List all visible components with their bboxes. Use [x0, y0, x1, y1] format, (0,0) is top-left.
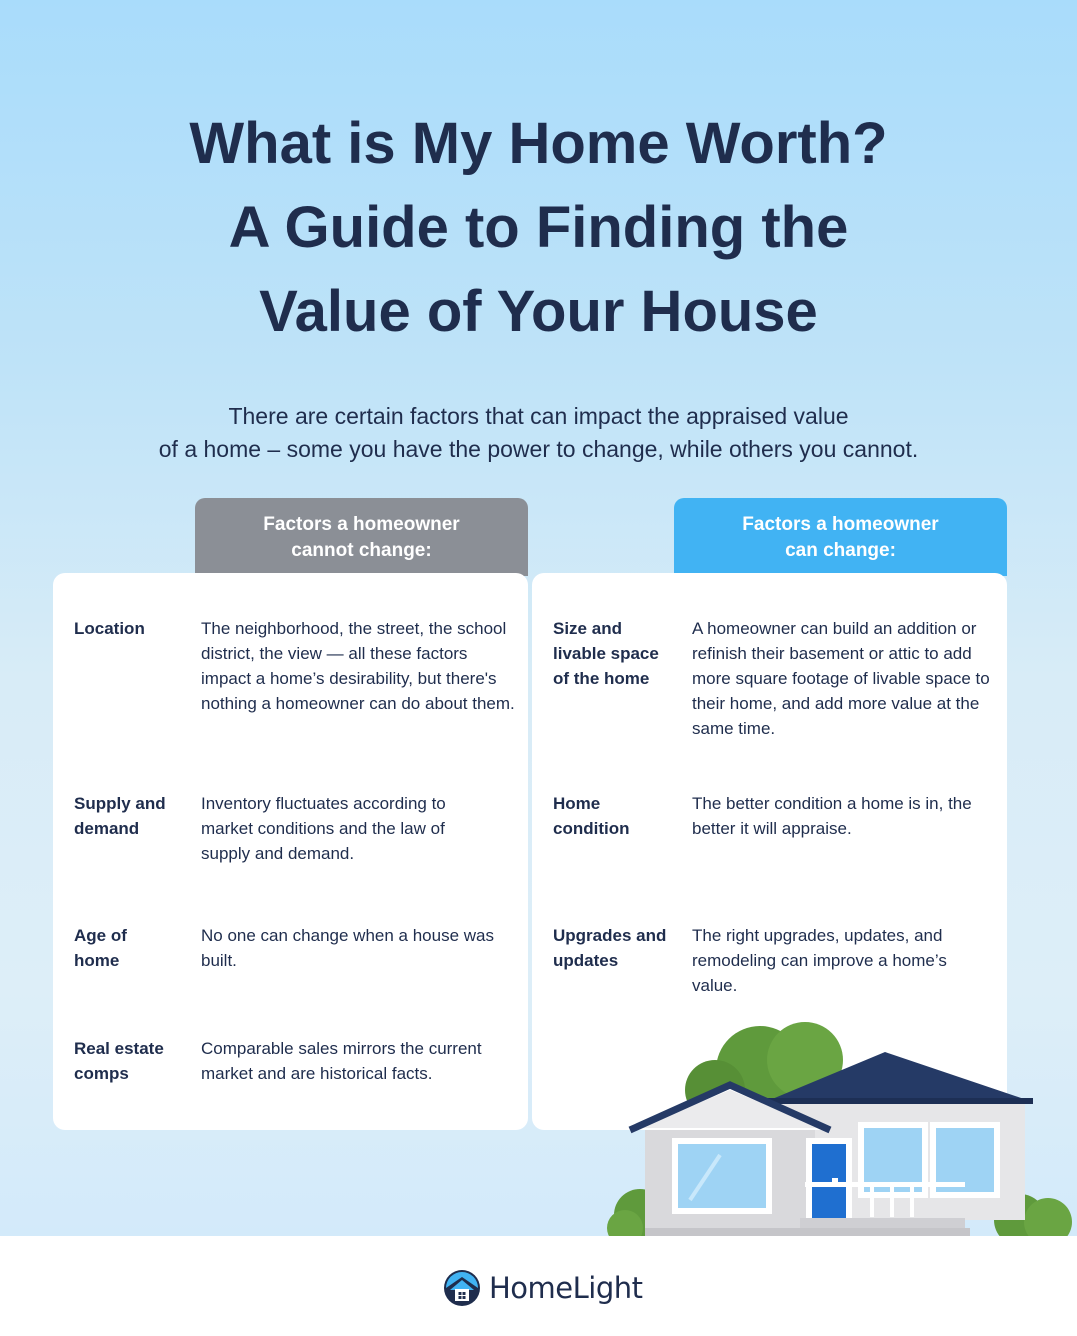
house-illustration: [600, 1010, 1077, 1250]
can-change-header: [674, 498, 1007, 576]
factor-name: Size and livable space of the home: [553, 619, 659, 688]
brand-name: HomeLight: [489, 1271, 643, 1305]
homelight-logo-icon: [443, 1269, 481, 1307]
factor-description: The right upgrades, updates, and remodeling can improve a home’s value.: [692, 926, 947, 995]
page-title: [0, 102, 1077, 354]
cannot-change-header-line-1: Factors a homeowner: [263, 514, 460, 535]
intro-line-2: of a home – some you have the power to change, while others you cannot.: [158, 436, 919, 462]
cannot-change-panel: [53, 573, 528, 1130]
factor-description: Comparable sales mirrors the current market and are historical facts.: [201, 1039, 482, 1083]
factor-description: Inventory fluctuates according to market conditions and the law of supply and demand.: [201, 794, 446, 863]
can-change-header-line-1: Factors a homeowner: [742, 514, 939, 535]
factor-description: A homeowner can build an addition or refinish their basement or attic to add more square footage of livable space to their home, and add more value at the same time.: [692, 619, 990, 738]
factor-description: The better condition a home is in, the better it will appraise.: [692, 794, 972, 838]
factor-name: Real estate comps: [74, 1039, 164, 1083]
factor-description: No one can change when a house was built.: [201, 926, 494, 970]
cannot-change-header: [195, 498, 528, 576]
factor-name: Home condition: [553, 794, 630, 838]
title-line-2: A Guide to Finding the: [228, 195, 849, 260]
intro-line-1: There are certain factors that can impact the appraised value: [228, 403, 849, 429]
cannot-change-header-line-2: cannot change:: [291, 540, 432, 561]
title-line-3: Value of Your House: [259, 279, 818, 344]
title-line-1: What is My Home Worth?: [189, 111, 888, 176]
factor-description: The neighborhood, the street, the school district, the view — all these factors impact a home’s desirability, but there's nothing a homeowner can do about them.: [201, 619, 515, 713]
intro-text: [60, 400, 1017, 466]
factor-name: Location: [74, 619, 145, 638]
factor-name: Supply and demand: [74, 794, 166, 838]
factor-name: Upgrades and updates: [553, 926, 667, 970]
homelight-logo: [443, 1268, 643, 1308]
factor-name: Age of home: [74, 926, 127, 970]
can-change-header-line-2: can change:: [785, 540, 896, 561]
